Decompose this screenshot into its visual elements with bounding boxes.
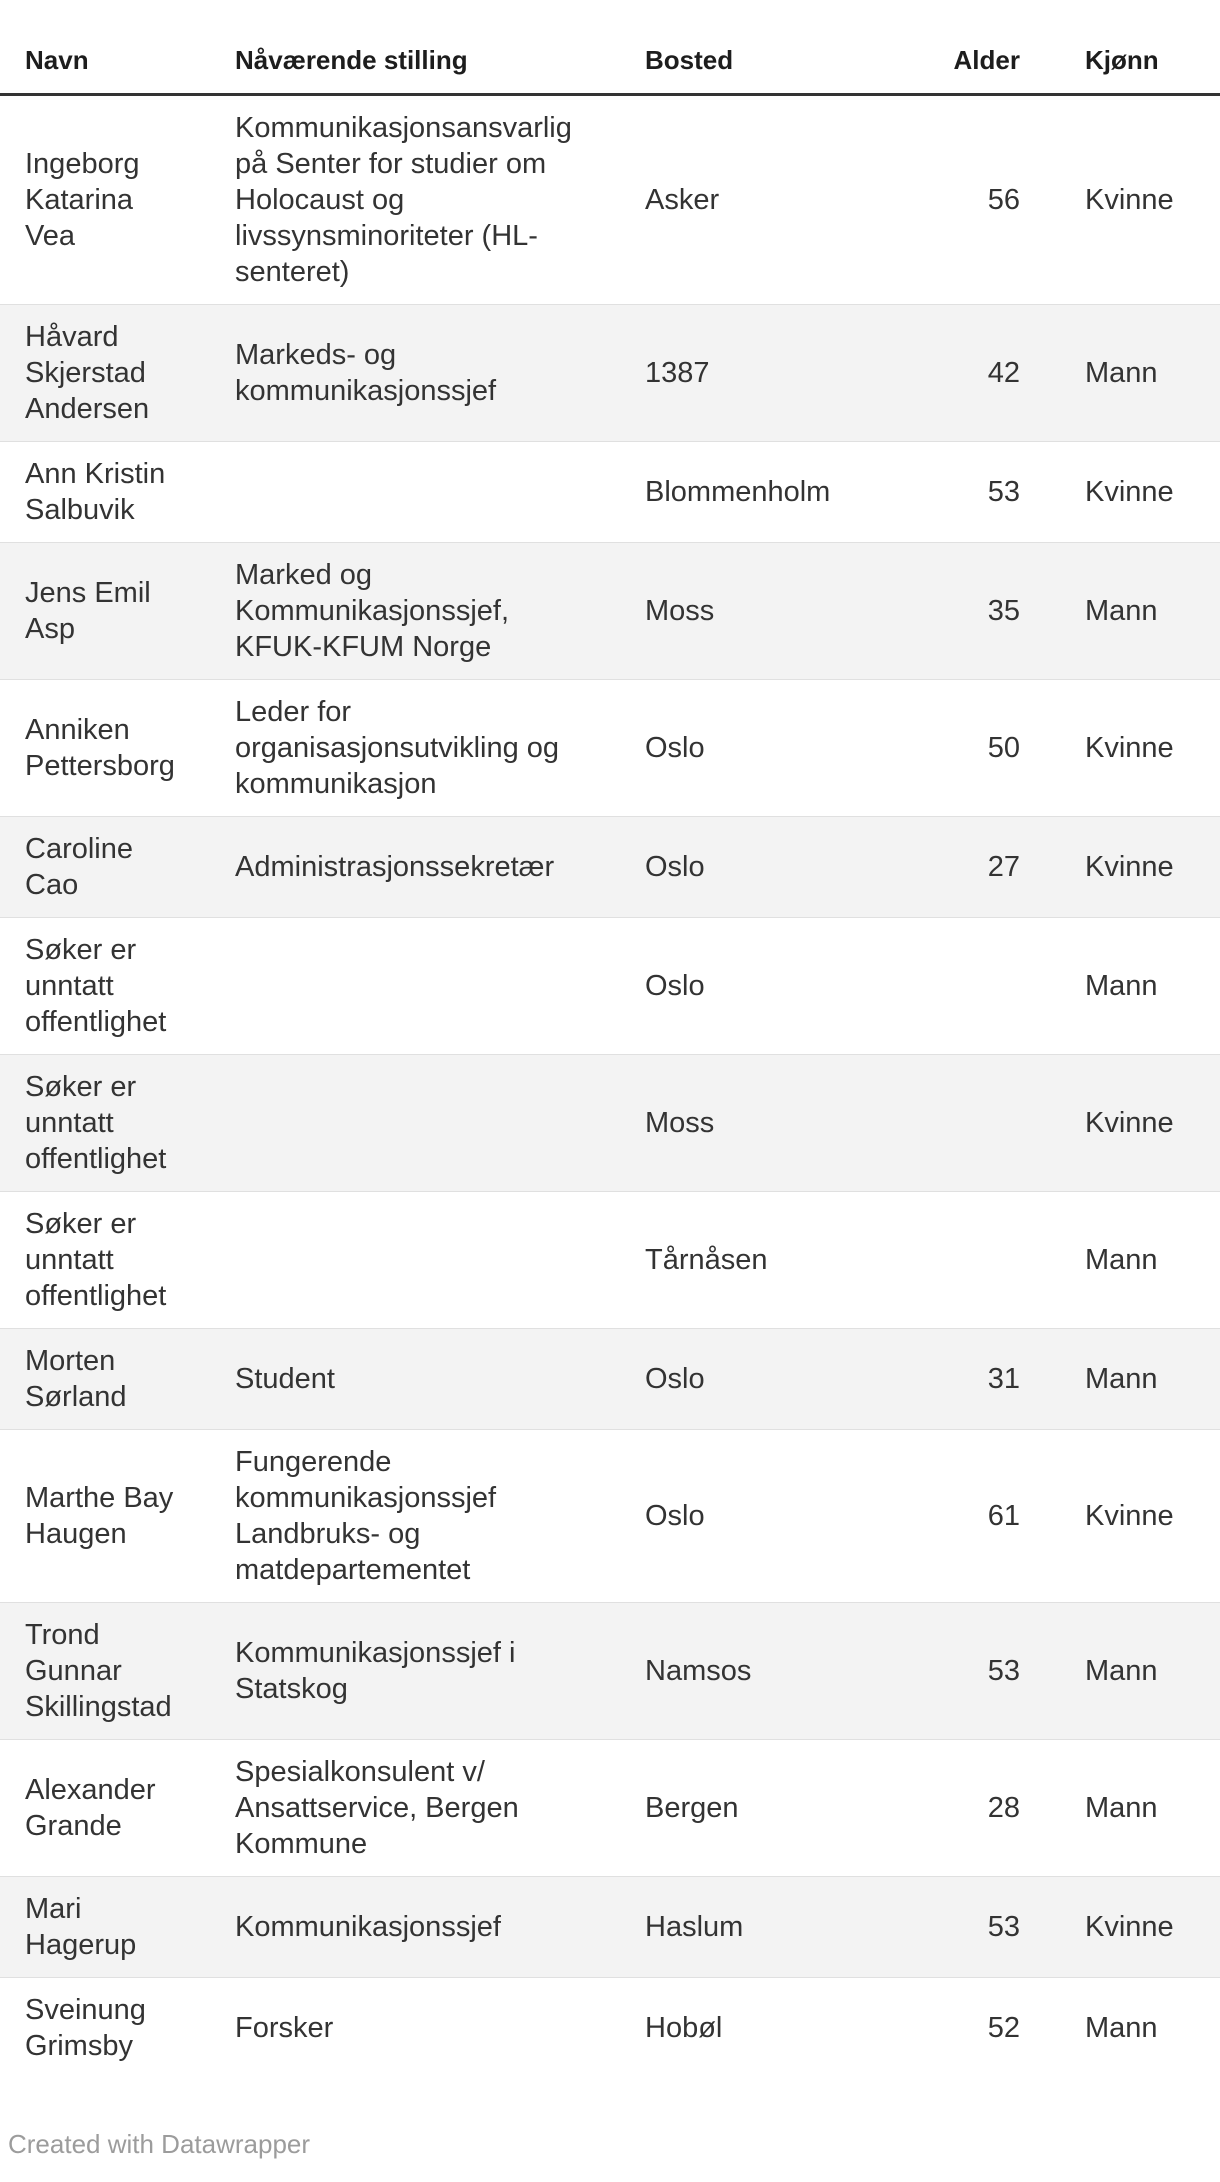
cell-kjonn: Kvinne [1020,1877,1220,1978]
cell-bosted: Haslum [620,1877,915,1978]
table-body [0,95,1220,2079]
table-row [0,1877,1220,1978]
cell-navn: Søker er unntatt offentlighet [0,918,210,1055]
cell-navn: Anniken Pettersborg [0,680,210,817]
cell-stilling [210,442,620,543]
cell-stilling: Markeds- og kommunikasjonssjef [210,305,620,442]
cell-bosted: Namsos [620,1603,915,1740]
cell-alder [915,1192,1020,1329]
cell-stilling: Kommunikasjonssjef [210,1877,620,1978]
cell-navn: Søker er unntatt offentlighet [0,1192,210,1329]
column-header-alder: Alder [915,0,1020,95]
cell-navn: Caroline Cao [0,817,210,918]
table-row [0,918,1220,1055]
cell-stilling: Fungerende kommunikasjonssjef Landbruks- og matdepartementet [210,1430,620,1603]
cell-navn: Søker er unntatt offentlighet [0,1055,210,1192]
cell-kjonn: Kvinne [1020,680,1220,817]
cell-kjonn: Kvinne [1020,1055,1220,1192]
table-row [0,1329,1220,1430]
cell-alder: 52 [915,1978,1020,2079]
cell-stilling: Administrasjonssekretær [210,817,620,918]
cell-navn: Morten Sørland [0,1329,210,1430]
cell-alder: 31 [915,1329,1020,1430]
table-row [0,1055,1220,1192]
cell-alder [915,918,1020,1055]
cell-alder: 61 [915,1430,1020,1603]
cell-kjonn: Mann [1020,918,1220,1055]
column-header-bosted: Bosted [620,0,915,95]
cell-alder: 28 [915,1740,1020,1877]
cell-alder [915,1055,1020,1192]
cell-stilling: Forsker [210,1978,620,2079]
table-header [0,0,1220,95]
cell-navn: Sveinung Grimsby [0,1978,210,2079]
cell-alder: 50 [915,680,1020,817]
cell-kjonn: Mann [1020,1192,1220,1329]
cell-bosted: Moss [620,543,915,680]
cell-bosted: Hobøl [620,1978,915,2079]
cell-navn: Marthe Bay Haugen [0,1430,210,1603]
cell-bosted: Bergen [620,1740,915,1877]
cell-kjonn: Mann [1020,1740,1220,1877]
cell-bosted: 1387 [620,305,915,442]
cell-navn: Håvard Skjerstad Andersen [0,305,210,442]
cell-bosted: Oslo [620,817,915,918]
cell-kjonn: Kvinne [1020,817,1220,918]
cell-kjonn: Mann [1020,305,1220,442]
cell-bosted: Oslo [620,680,915,817]
cell-stilling: Leder for organisasjonsutvikling og kommunikasjon [210,680,620,817]
cell-bosted: Oslo [620,1430,915,1603]
cell-alder: 53 [915,442,1020,543]
cell-alder: 53 [915,1877,1020,1978]
table-row [0,1978,1220,2079]
cell-bosted: Oslo [620,1329,915,1430]
cell-alder: 56 [987,184,1020,216]
cell-navn: Alexander Grande [0,1740,210,1877]
table-row [0,1603,1220,1740]
cell-stilling: Spesialkonsulent v/ Ansattservice, Bergen Kommune [210,1740,620,1877]
cell-stilling: Kommunikasjonsansvarlig på Senter for studier om Holocaust og livssynsminoriteter (HL-senteret) [235,112,572,288]
cell-bosted: Tårnåsen [620,1192,915,1329]
column-header-stilling: Nåværende stilling [210,0,620,95]
table-row [0,1740,1220,1877]
table-row [0,543,1220,680]
cell-kjonn: Kvinne [1085,184,1174,216]
table-row [0,442,1220,543]
cell-navn: Trond Gunnar Skillingstad [0,1603,210,1740]
table-row [0,1192,1220,1329]
cell-alder: 42 [915,305,1020,442]
cell-stilling: Student [210,1329,620,1430]
datawrapper-credit-link[interactable]: Created with Datawrapper [8,2129,311,2159]
cell-bosted: Oslo [620,918,915,1055]
cell-alder: 35 [915,543,1020,680]
cell-bosted: Moss [620,1055,915,1192]
cell-alder: 27 [915,817,1020,918]
cell-navn: Ann Kristin Salbuvik [0,442,210,543]
table-row [0,305,1220,442]
cell-bosted: Blommenholm [620,442,915,543]
cell-stilling [210,1055,620,1192]
cell-navn: Ingeborg Katarina Vea [25,148,140,252]
table-row [0,1430,1220,1603]
cell-kjonn: Mann [1020,1603,1220,1740]
cell-kjonn: Mann [1020,543,1220,680]
cell-bosted: Asker [645,184,720,216]
cell-kjonn: Kvinne [1020,442,1220,543]
column-header-navn: Navn [0,0,210,95]
table-row [0,680,1220,817]
cell-stilling [210,918,620,1055]
cell-kjonn: Mann [1020,1329,1220,1430]
column-header-kjonn: Kjønn [1020,0,1220,95]
cell-navn: Mari Hagerup [0,1877,210,1978]
cell-kjonn: Kvinne [1020,1430,1220,1603]
cell-stilling: Marked og Kommunikasjonssjef, KFUK-KFUM Norge [210,543,620,680]
cell-alder: 53 [915,1603,1020,1740]
cell-kjonn: Mann [1020,1978,1220,2079]
table-row [0,95,1220,305]
cell-navn: Jens Emil Asp [0,543,210,680]
cell-stilling: Kommunikasjonssjef i Statskog [210,1603,620,1740]
table-row [0,817,1220,918]
cell-stilling [210,1192,620,1329]
header-row [0,0,1220,95]
